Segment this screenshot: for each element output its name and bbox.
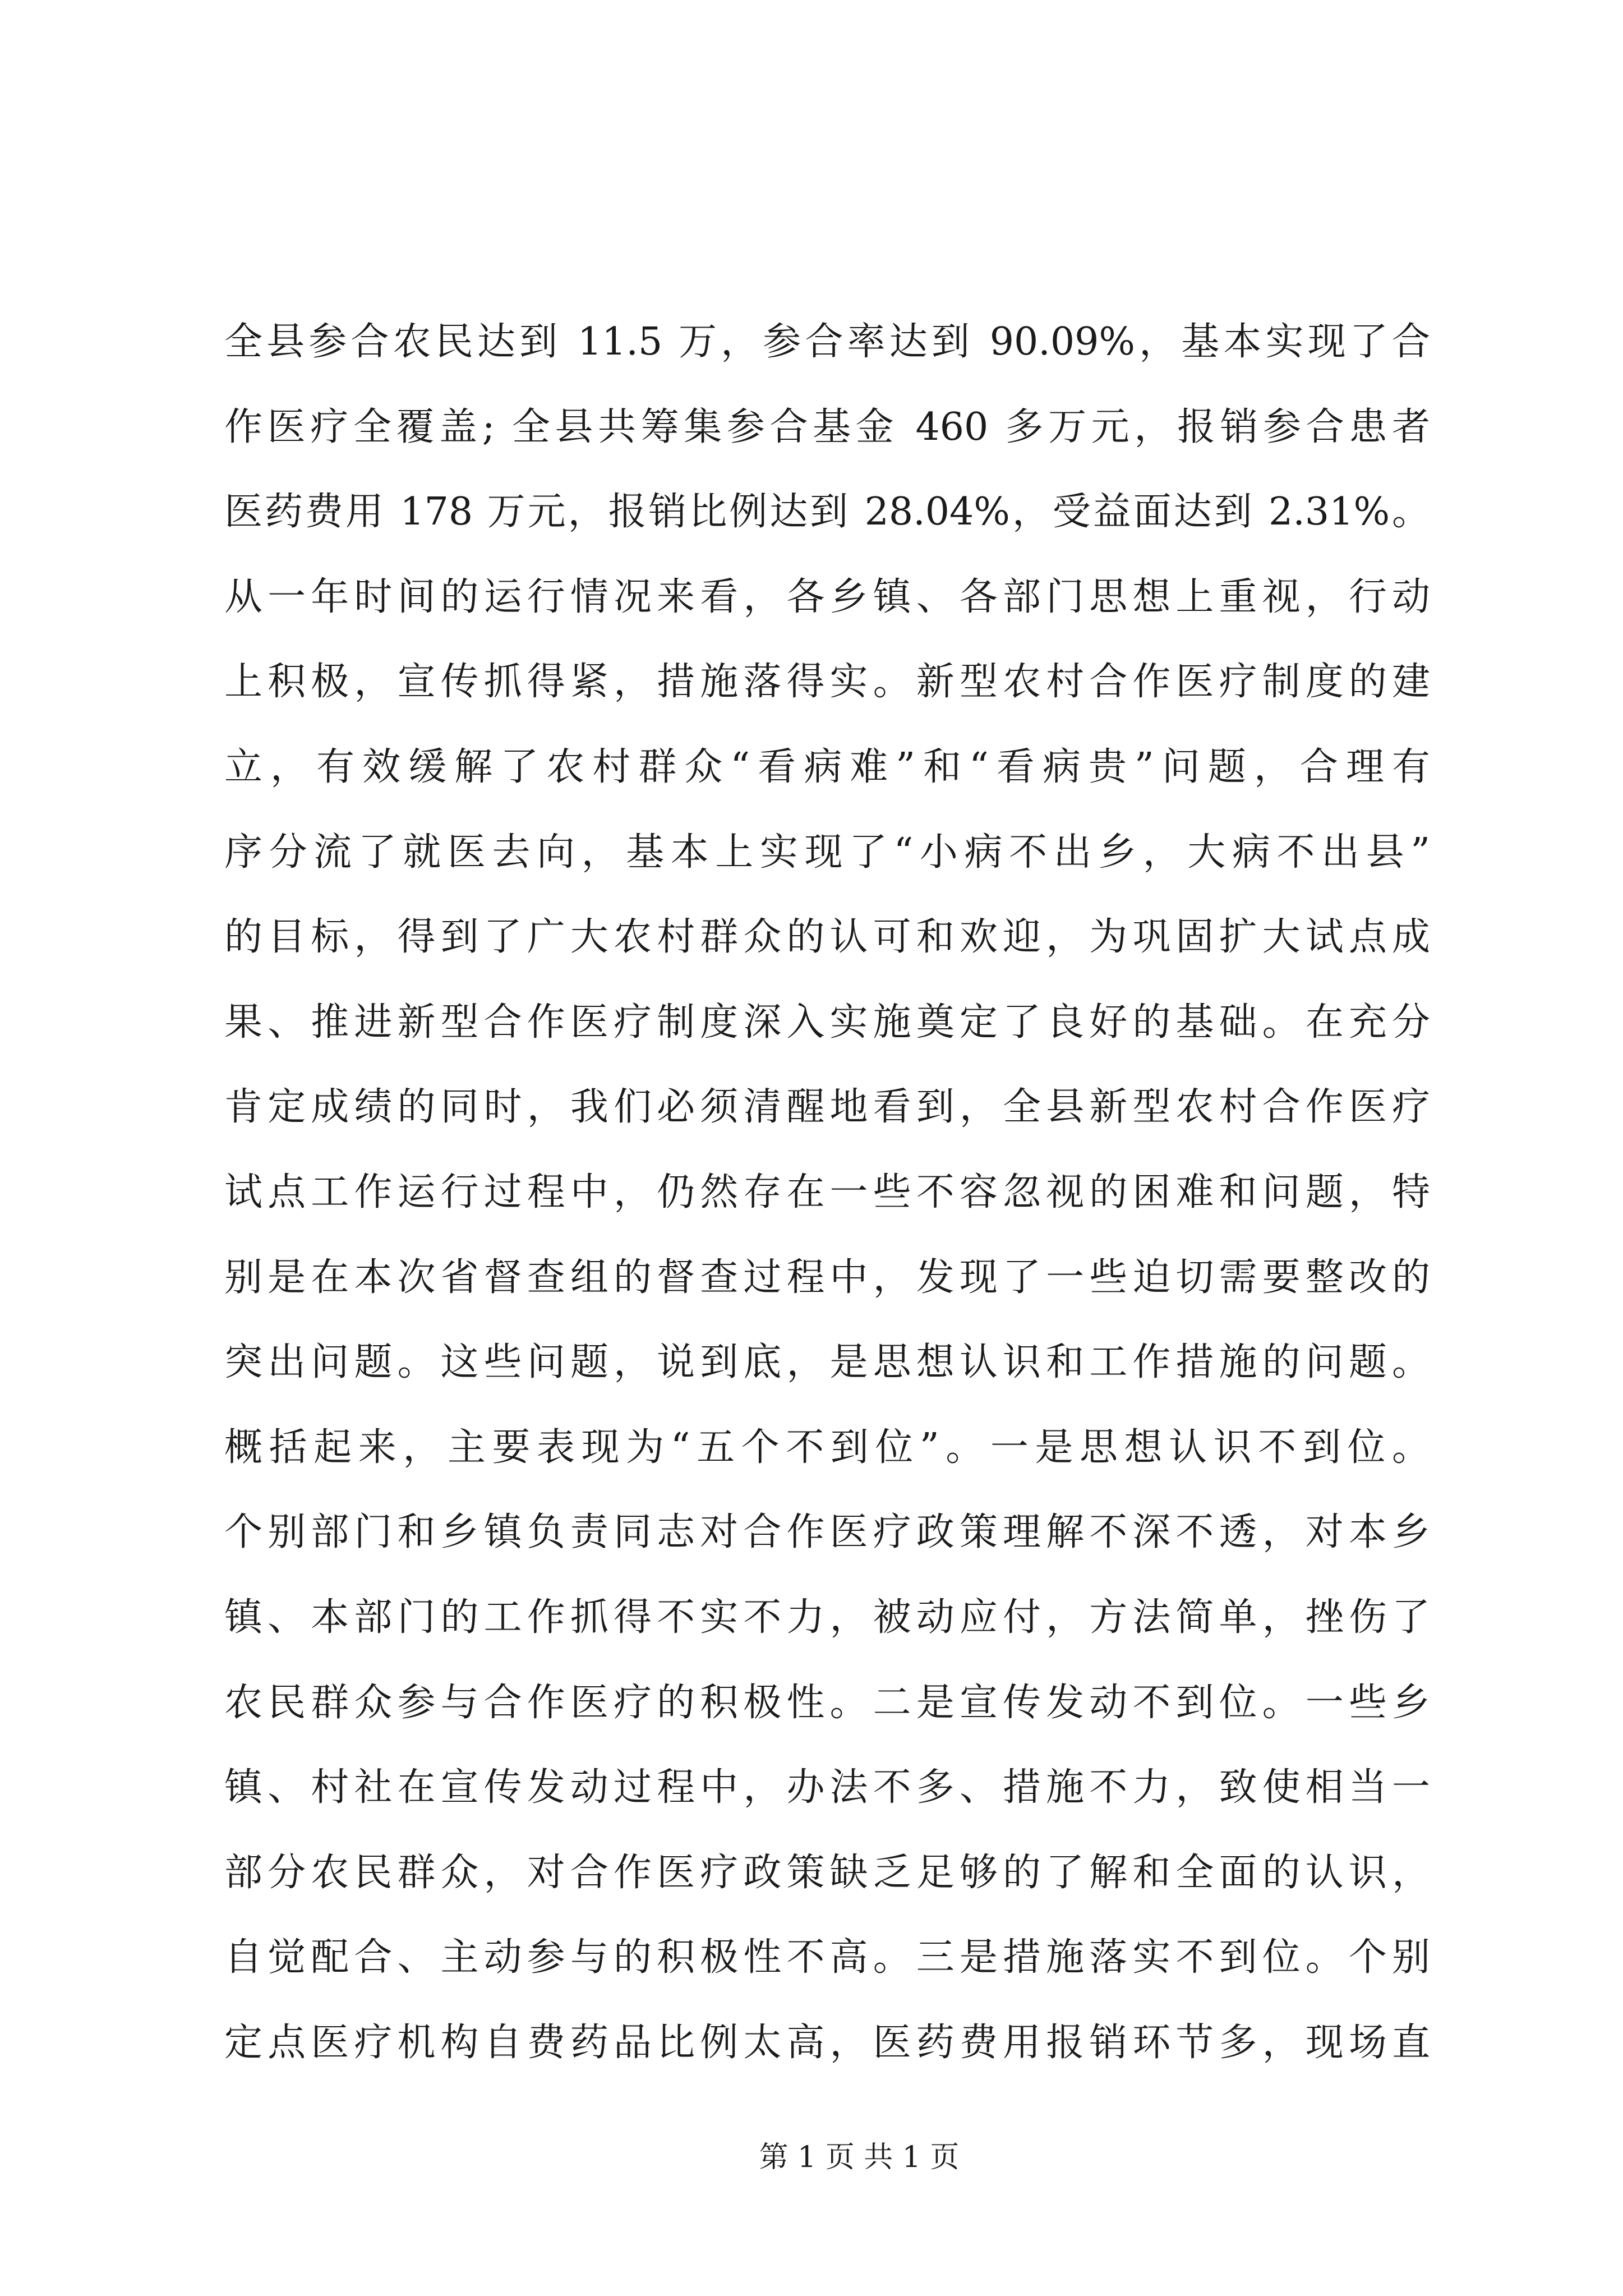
text-line: 农民群众参与合作医疗的积极性。二是宣传发动不到位。一些乡 [224,1680,1430,1725]
text-line: 从一年时间的运行情况来看，各乡镇、各部门思想上重视，行动 [224,574,1430,619]
text-line: 个别部门和乡镇负责同志对合作医疗政策理解不深不透，对本乡 [224,1510,1430,1555]
page-footer: 第 1 页 共 1 页 [759,2141,960,2174]
text-line: 定点医疗机构自费药品比例太高，医药费用报销环节多，现场直 [224,2020,1430,2065]
text-line: 部分农民群众，对合作医疗政策缺乏足够的了解和全面的认识， [224,1850,1430,1895]
text-line: 概括起来，主要表现为“五个不到位”。一是思想认识不到位。 [224,1425,1430,1470]
text-line: 肯定成绩的同时，我们必须清醒地看到，全县新型农村合作医疗 [224,1085,1430,1130]
text-line: 试点工作运行过程中，仍然存在一些不容忽视的困难和问题，特 [224,1170,1430,1214]
text-line: 果、推进新型合作医疗制度深入实施奠定了良好的基础。在充分 [224,1000,1430,1045]
text-line: 序分流了就医去向，基本上实现了“小病不出乡，大病不出县” [224,830,1430,875]
text-line: 突出问题。这些问题，说到底，是思想认识和工作措施的问题。 [224,1340,1430,1385]
body-text [224,300,1430,2085]
text-line: 镇、村社在宣传发动过程中，办法不多、措施不力，致使相当一 [224,1765,1430,1810]
text-line: 自觉配合、主动参与的积极性不高。三是措施落实不到位。个别 [224,1935,1430,1980]
text-line: 上积极，宣传抓得紧，措施落得实。新型农村合作医疗制度的建 [224,660,1430,705]
text-line: 立，有效缓解了农村群众“看病难”和“看病贵”问题，合理有 [224,744,1430,789]
text-line: 的目标，得到了广大农村群众的认可和欢迎，为巩固扩大试点成 [224,915,1430,960]
text-line: 作医疗全覆盖; 全县共筹集参合基金 460 多万元，报销参合患者 [224,404,1430,449]
text-line: 镇、本部门的工作抓得不实不力，被动应付，方法简单，挫伤了 [224,1595,1430,1640]
text-line: 全县参合农民达到 11.5 万，参合率达到 90.09%，基本实现了合 [224,320,1430,364]
text-line: 别是在本次省督查组的督查过程中，发现了一些迫切需要整改的 [224,1255,1430,1300]
text-line: 医药费用 178 万元，报销比例达到 28.04%，受益面达到 2.31%。 [224,490,1430,535]
